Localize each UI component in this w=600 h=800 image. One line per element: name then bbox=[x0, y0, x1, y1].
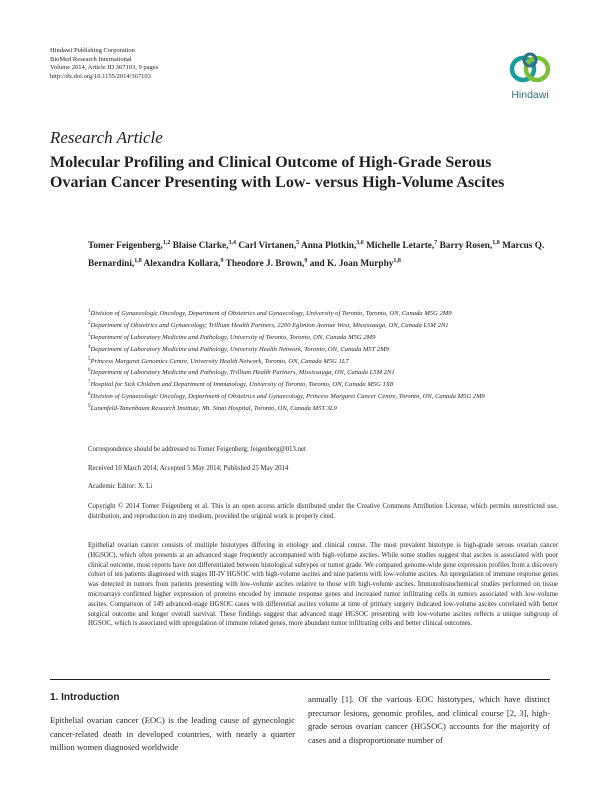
affiliation-text: Division of Gynaecologic Oncology, Department of Obstetrics and Gynaecology, Princess Margaret Cancer Centre, Toronto, ON, Canada M5G 2M9 bbox=[90, 393, 485, 401]
affiliation-item bbox=[88, 402, 568, 414]
author-affiliation-marker: 1,8 bbox=[492, 240, 500, 246]
author-list bbox=[88, 236, 568, 271]
author-affiliation-marker: 9 bbox=[220, 257, 224, 264]
abstract: Epithelial ovarian cancer consists of multiple histotypes differing in etiology and clinical course. The most prevalent histotype is high-grade serous ovarian cancer (HGSOC), which often presents at an advanced stage frequently accompanied with high-volume ascites. While some studies suggest that ascites is associated with poor clinical outcome, most reports have not differentiated between histological subtypes or tumor grade. We compared genome-wide gene expression profiles from a discovery cohort of ten patients diagnosed with stages III-IV HGSOC with high-volume ascites and nine patients with low-volume ascites. An upregulation of immune response genes was detected in tumors from patients presenting with low-volume ascites relative to those with high-volume ascites. Immunohistochemical studies performed on tissue microarrays confirmed higher expression of proteins encoded by immune response genes and increased tumor infiltrating cells in tumors associated with low-volume ascites. Comparison of 149 advanced-stage HGSOC cases with differential ascites volume at time of primary surgery indicated low-volume ascites correlated with better surgical outcome and longer overall survival. These findings suggest that advanced stage HGSOC presenting with low-volume ascites reflects a unique subgroup of HGSOC, which is associated with upregulation of immune related genes, more abundant tumor infiltrating cells and better clinical outcomes. bbox=[88, 542, 558, 628]
hindawi-logo-text: Hindawi bbox=[511, 89, 549, 101]
author-affiliation-marker: 9 bbox=[304, 257, 308, 264]
author-name: Marcus Q. Bernardini,$^{1,8}$ bbox=[88, 241, 545, 269]
author-affiliation-marker: 1,8 bbox=[134, 257, 142, 264]
intro-column-2: annually [1]. Of the various EOC histotypes, which have distinct precursor lesions, genomic profiles, and clinical course [2, 3], high-grade serous ovarian cancer (HGSOC) accounts for the majority of cases and a disproportionate number of bbox=[308, 694, 550, 745]
affiliation-item bbox=[88, 366, 568, 378]
section-divider bbox=[50, 679, 550, 680]
intro-column-1: Epithelial ovarian cancer (EOC) is the leading cause of gynecologic cancer-related death in developed countries, with nearly a quarter million women diagnosed worldwide bbox=[50, 715, 295, 752]
article-title: Molecular Profiling and Clinical Outcome of High-Grade Serous Ovarian Cancer Presenting with Low- versus High-Volume Ascites bbox=[50, 154, 505, 191]
author-name: Anna Plotkin,$^{3,6}$ bbox=[300, 240, 364, 252]
author-name: Theodore J. Brown,$^9$ bbox=[225, 257, 308, 269]
author-name: Alexandra Kollara,$^9$ bbox=[143, 257, 224, 269]
section-heading: 1. Introduction bbox=[50, 692, 120, 703]
affiliation-number: 9 bbox=[88, 404, 91, 410]
affiliation-number: 4 bbox=[88, 344, 91, 350]
author-affiliation-marker: 1,8 bbox=[393, 257, 401, 264]
affiliations bbox=[88, 307, 568, 414]
affiliation-text: Hospital for Sick Children and Department of Immunology, University of Toronto, Toronto, ON, Canada M5G 1X8 bbox=[90, 381, 394, 389]
affiliation-text: Department of Laboratory Medicine and Pathology, Trillium Health Partners, Mississauga, ON, Canada L5M 2N1 bbox=[90, 369, 395, 377]
affiliation-number: 1 bbox=[88, 309, 91, 314]
doi-link[interactable]: http://dx.doi.org/10.1155/2014/367103 bbox=[50, 72, 151, 80]
correspondence: Correspondence should be addressed to Tomer Feigenberg; feigenberg@013.net bbox=[88, 446, 306, 453]
publication-dates: Received 10 March 2014; Accepted 5 May 2014; Published 25 May 2014 bbox=[88, 465, 289, 472]
author-name: Tomer Feigenberg,$^{1,2}$ bbox=[88, 240, 171, 252]
affiliation-number: 5 bbox=[88, 356, 91, 362]
affiliation-text: Division of Gynaecologic Oncology, Department of Obstetrics and Gynaecology, University of Toronto, Toronto, ON, Canada M5G 2M9 bbox=[90, 310, 452, 318]
author-affiliation-marker: 1,2 bbox=[162, 240, 171, 246]
author-name: Carl Virtanen,$^5$ bbox=[238, 240, 300, 252]
article-type: Research Article bbox=[50, 128, 163, 147]
author-affiliation-marker: 3,6 bbox=[356, 240, 364, 246]
author-name: Blaise Clarke,$^{3,4}$ bbox=[172, 240, 236, 252]
publisher-info bbox=[50, 47, 158, 81]
author-name: Barry Rosen,$^{1,8}$ bbox=[439, 240, 500, 252]
author-affiliation-marker: 5 bbox=[296, 240, 300, 246]
copyright-notice: Copyright © 2014 Tomer Feigenberg et al. This is an open access article distributed under the Creative Commons Attribution License, which permits unrestricted use, distribution, and reproduction in any medium, provided the original work is properly cited. bbox=[88, 503, 558, 520]
affiliation-number: 6 bbox=[88, 368, 91, 374]
author-affiliation-marker: 3,4 bbox=[228, 240, 236, 246]
affiliation-text: Department of Laboratory Medicine and Pathology, University Health Network, Toronto, ON, Canada M5T 2M9 bbox=[90, 345, 389, 353]
affiliation-number: 8 bbox=[88, 392, 91, 398]
affiliation-item bbox=[88, 355, 568, 367]
affiliation-item bbox=[88, 343, 568, 355]
affiliation-text: Department of Obstetrics and Gynaecology, Trillium Health Partners, 2200 Eglinton Avenue West, Mississauga, ON, Canada L5M 2N1 bbox=[90, 322, 449, 330]
affiliation-item bbox=[88, 331, 568, 343]
academic-editor: Academic Editor: X. Li bbox=[88, 483, 153, 490]
affiliation-number: 3 bbox=[88, 332, 91, 338]
affiliation-text: Lunenfeld-Tanenbaum Research Institute, Mt. Sinai Hospital, Toronto, ON, Canada M5T 3L9 bbox=[90, 405, 337, 413]
affiliation-item bbox=[88, 319, 568, 331]
volume-info: Volume 2014, Article ID 367103, 9 pages bbox=[50, 64, 159, 72]
affiliation-text: Princess Margaret Genomics Centre, University Health Network, Toronto, ON, Canada M5G 1L7 bbox=[90, 357, 349, 365]
journal-name: BioMed Research International bbox=[50, 55, 132, 63]
affiliation-text: Department of Laboratory Medicine and Pathology, University of Toronto, Toronto, ON, Canada M5G 2M9 bbox=[90, 333, 376, 341]
author-affiliation-marker: 7 bbox=[434, 240, 438, 246]
publisher-name: Hindawi Publishing Corporation bbox=[50, 47, 135, 54]
affiliation-number: 2 bbox=[88, 320, 91, 326]
affiliation-number: 7 bbox=[88, 380, 91, 386]
author-name: and K. Joan Murphy$^{1,8}$ bbox=[309, 257, 401, 269]
affiliation-item bbox=[88, 378, 568, 390]
author-name: Michelle Letarte,$^7$ bbox=[366, 240, 438, 252]
affiliation-item bbox=[88, 390, 568, 402]
affiliation-item bbox=[88, 307, 568, 319]
